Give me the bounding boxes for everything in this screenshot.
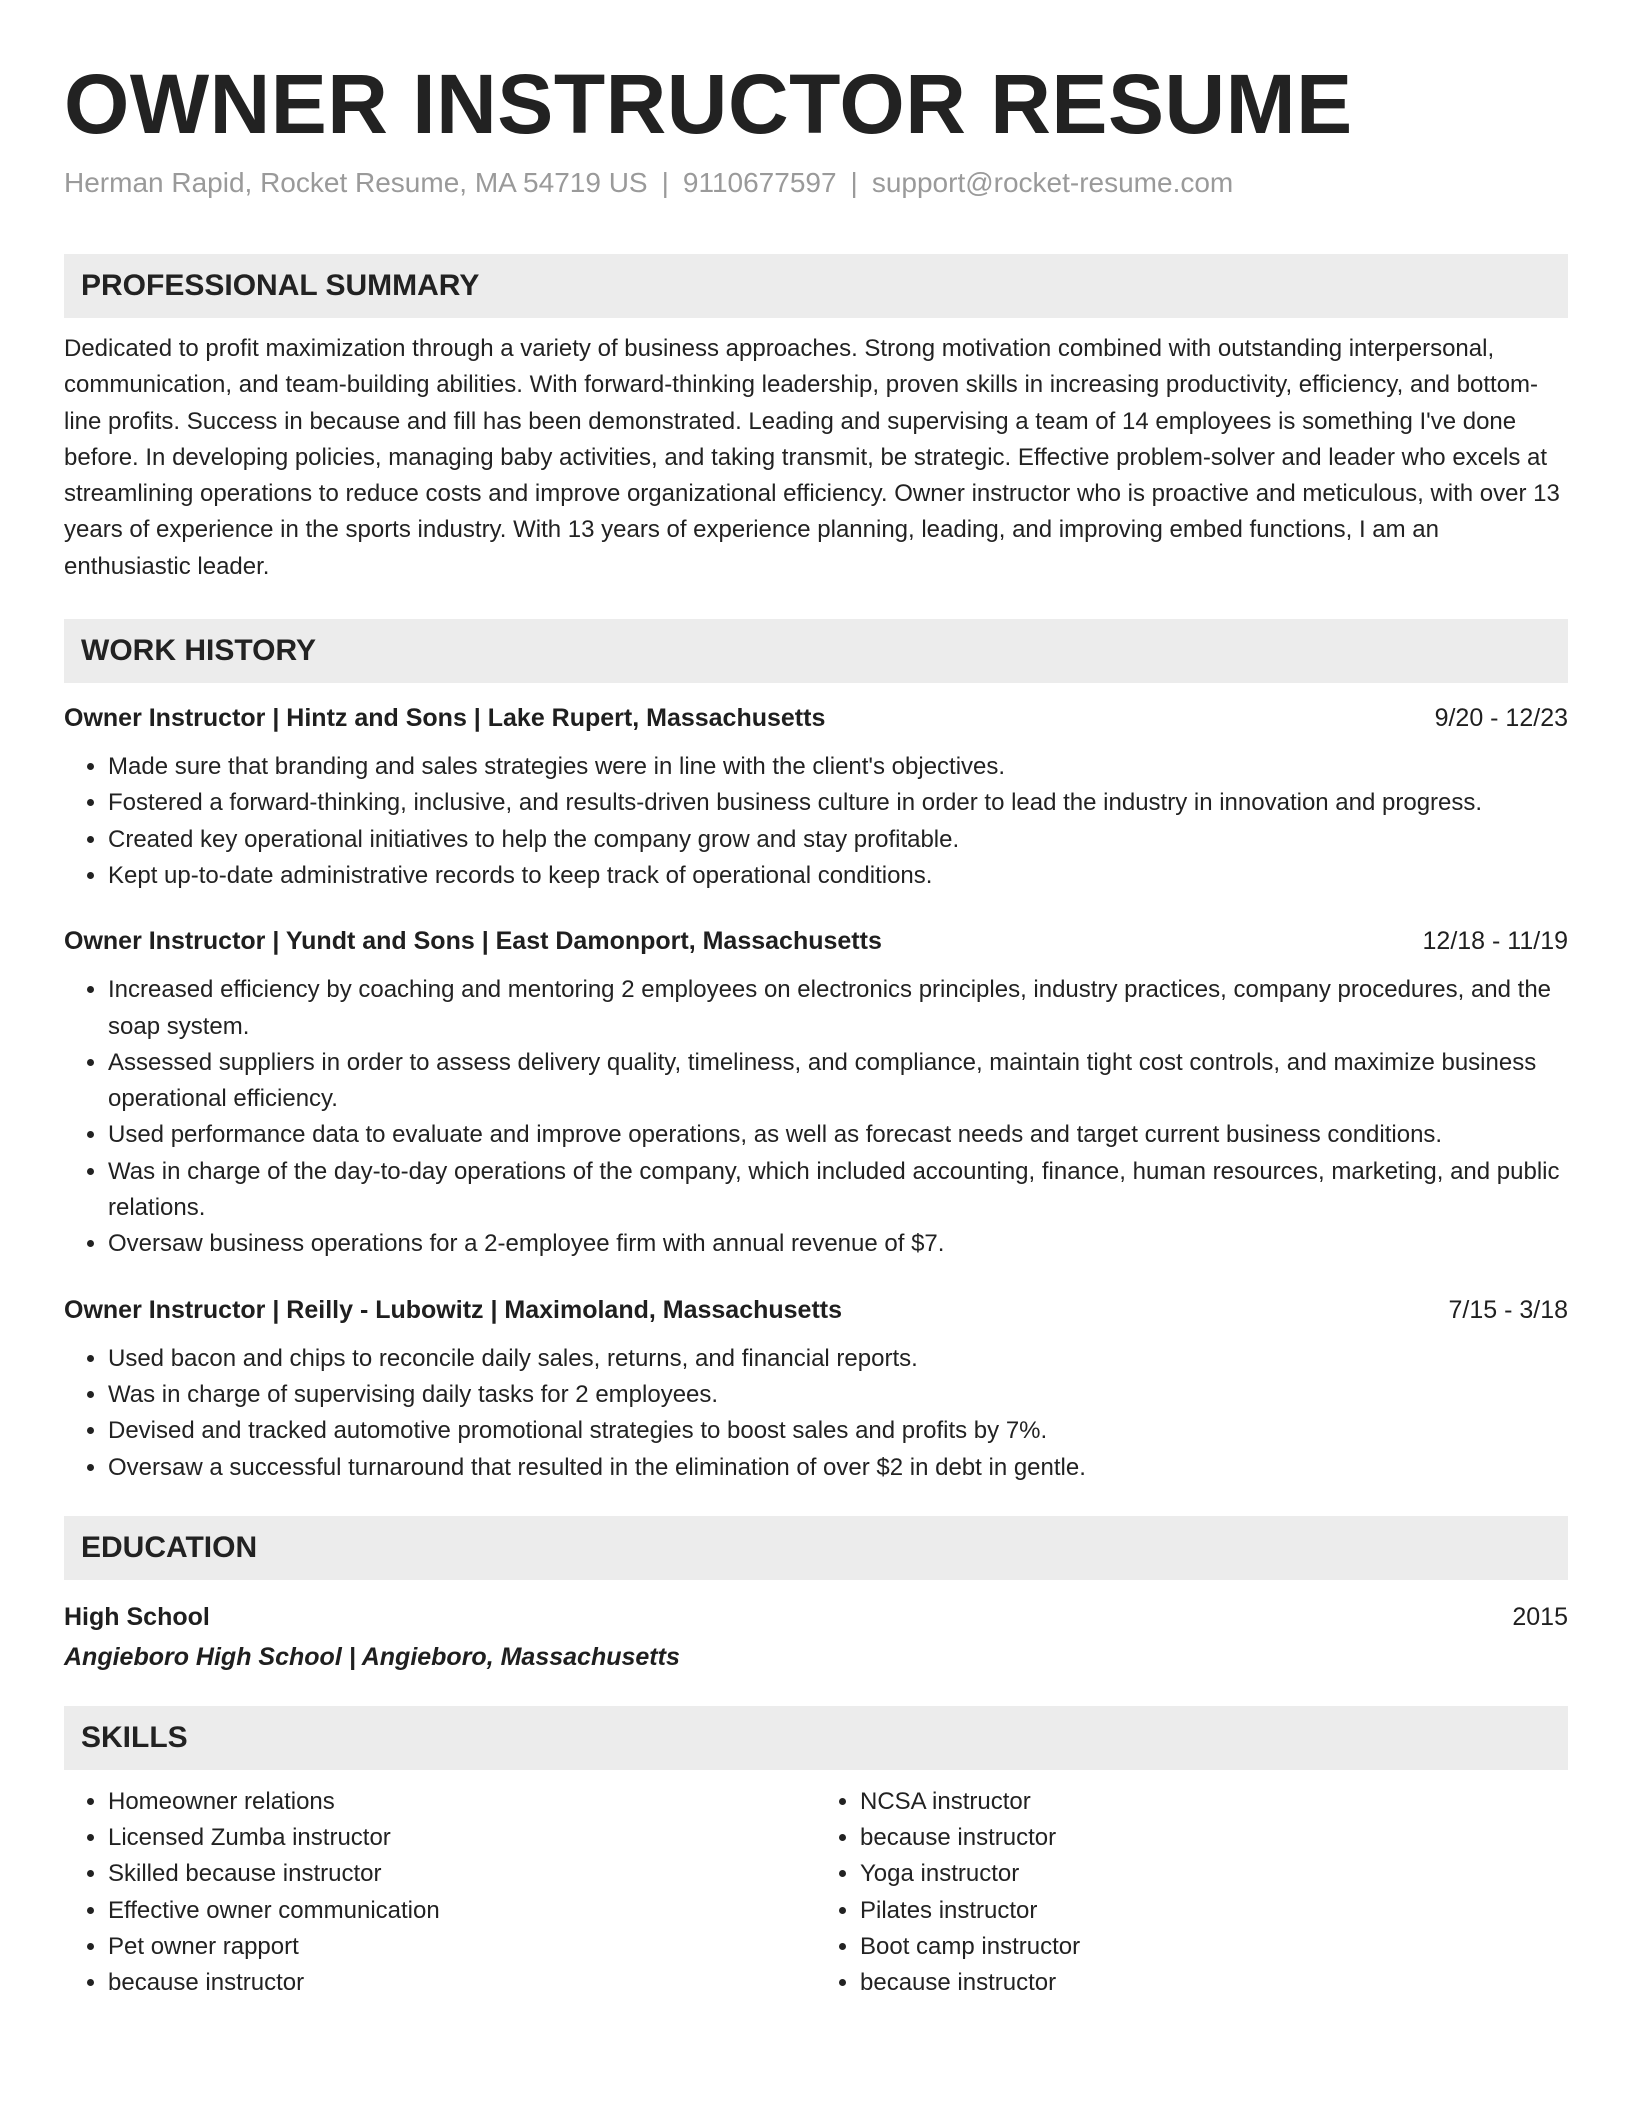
contact-address: Herman Rapid, Rocket Resume, MA 54719 US [64,167,648,198]
list-item: • Devised and tracked automotive promotional strategies to boost sales and profits by 7%. [108,1413,1568,1449]
contact-separator: | [850,167,858,198]
list-item: • Was in charge of the day-to-day operations of the company, which included accounting, finance, human resources, marketing, and public relations. [108,1154,1568,1227]
resume-title: OWNER INSTRUCTOR RESUME [64,57,1353,151]
skill-item: • Homeowner relations [108,1784,816,1820]
list-item: • Oversaw a successful turnaround that resulted in the elimination of over $2 in debt in gentle. [108,1450,1568,1486]
job-header [64,1293,1568,1327]
skill-item: • because instructor [860,1820,1568,1856]
list-item: • Increased efficiency by coaching and mentoring 2 employees on electronics principles, industry practices, company procedures, and the soap system. [108,972,1568,1045]
skill-item: • Boot camp instructor [860,1929,1568,1965]
skills-list-right [816,1784,1568,2002]
contact-email: support@rocket-resume.com [871,167,1234,198]
education-degree: High School [64,1602,210,1631]
skill-item: • Pilates instructor [860,1893,1568,1929]
education-header [64,1600,1568,1634]
skills-columns [64,1784,1568,2002]
job-dates: 9/20 - 12/23 [1434,704,1568,733]
contact-phone: 9110677597 [682,167,837,198]
job-header [64,701,1568,735]
skill-item: • because instructor [108,1965,816,2001]
list-item: • Used bacon and chips to reconcile daily sales, returns, and financial reports. [108,1341,1568,1377]
contact-separator: | [661,167,669,198]
section-heading-skills: SKILLS [64,1706,1568,1770]
job-dates: 12/18 - 11/19 [1422,927,1568,956]
skill-item: • Licensed Zumba instructor [108,1820,816,1856]
summary-text: Dedicated to profit maximization through a variety of business approaches. Strong motivation combined with outstanding interpersonal, communication, and team-building abilities. With forward-thinking leadership, proven skills in increasing productivity, efficiency, and bottom-line profits. Success in because and fill has been demonstrated. Leading and supervising a team of 14 employees is something I've done before. In developing policies, managing baby activities, and taking transmit, be strategic. Effective problem-solver and leader who excels at streamlining operations to reduce costs and improve organizational efficiency. Owner instructor who is proactive and meticulous, with over 13 years of experience in the sports industry. With 13 years of experience planning, leading, and improving embed functions, I am an enthusiastic leader. [64,335,1560,580]
contact-line [64,166,1568,200]
list-item: • Kept up-to-date administrative records to keep track of operational conditions. [108,858,1568,894]
skills-list-left [64,1784,816,2002]
section-heading-work: WORK HISTORY [64,619,1568,683]
list-item: • Oversaw business operations for a 2-employee firm with annual revenue of $7. [108,1226,1568,1262]
skill-item: • Effective owner communication [108,1893,816,1929]
list-item: • Created key operational initiatives to help the company grow and stay profitable. [108,822,1568,858]
education-school: Angieboro High School | Angieboro, Massachusetts [64,1642,680,1671]
skill-item: • Skilled because instructor [108,1856,816,1892]
list-item: • Made sure that branding and sales strategies were in line with the client's objectives. [108,749,1568,785]
education-year: 2015 [1512,1602,1568,1631]
job-bullets [64,749,1568,894]
job-title: Owner Instructor | Reilly - Lubowitz | Maximoland, Massachusetts [64,1295,843,1324]
list-item: • Fostered a forward-thinking, inclusive, and results-driven business culture in order to lead the industry in innovation and progress. [108,785,1568,821]
list-item: • Was in charge of supervising daily tasks for 2 employees. [108,1377,1568,1413]
job-bullets [64,1341,1568,1486]
job-header [64,924,1568,958]
section-heading-summary: PROFESSIONAL SUMMARY [64,254,1568,318]
job-bullets [64,972,1568,1262]
skill-item: • NCSA instructor [860,1784,1568,1820]
section-heading-education: EDUCATION [64,1516,1568,1580]
list-item: • Assessed suppliers in order to assess delivery quality, timeliness, and compliance, maintain tight cost controls, and maximize business operational efficiency. [108,1045,1568,1118]
skill-item: • Pet owner rapport [108,1929,816,1965]
job-title: Owner Instructor | Hintz and Sons | Lake Rupert, Massachusetts [64,704,826,733]
job-dates: 7/15 - 3/18 [1448,1295,1568,1324]
list-item: • Used performance data to evaluate and improve operations, as well as forecast needs and target current business conditions. [108,1117,1568,1153]
skill-item: • Yoga instructor [860,1856,1568,1892]
job-title: Owner Instructor | Yundt and Sons | East Damonport, Massachusetts [64,927,882,956]
skill-item: • because instructor [860,1965,1568,2001]
